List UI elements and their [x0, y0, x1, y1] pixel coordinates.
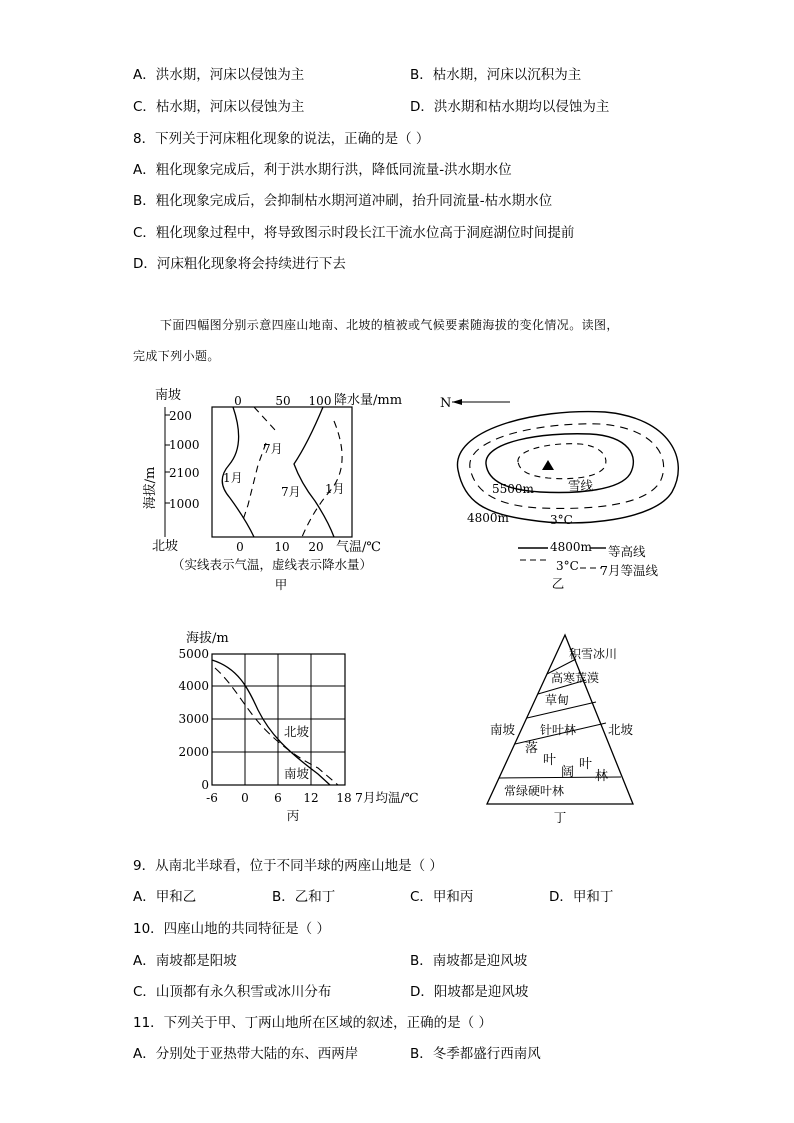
q8-option-b: B．粗化现象完成后，会抑制枯水期河道冲刷，抬升同流量-枯水期水位: [133, 193, 553, 209]
jia-note: （实线表示气温，虚线表示降水量）: [172, 557, 373, 572]
bing-x-tick: -6: [206, 791, 218, 805]
ding-zone-snow: 积雪冰川: [569, 647, 618, 661]
jia-bottom-axis-label: 气温/℃: [336, 540, 381, 555]
jia-elev-tick: 1000: [169, 438, 200, 452]
jia-curve-label: 7月: [263, 442, 283, 456]
q8-stem: 8．下列关于河床粗化现象的说法，正确的是（ ）: [133, 131, 430, 147]
intro-line2: 完成下列小题。: [133, 349, 220, 363]
figure-ding: [485, 632, 645, 827]
yi-snow-label: 雪线: [568, 478, 594, 493]
figure-bing: [178, 628, 438, 828]
ding-broadleaf-char: 落: [525, 741, 539, 756]
bing-south-label: 南坡: [284, 766, 310, 781]
jia-curve-label: 1月: [325, 482, 345, 496]
yi-legend-isotherm: 7月等温线: [600, 563, 658, 578]
jia-bottom-tick: 0: [236, 540, 244, 554]
q9-option-b: B．乙和丁: [272, 889, 336, 905]
ding-zone-meadow: 草甸: [545, 693, 570, 707]
ding-north-label: 北坡: [608, 722, 634, 737]
ding-south-label: 南坡: [490, 722, 516, 737]
q9-option-a: A．甲和乙: [133, 889, 197, 905]
yi-snow-elev: 5500m: [492, 482, 534, 496]
yi-isotherm-temp: 3°C: [550, 513, 573, 527]
bing-north-label: 北坡: [284, 724, 310, 739]
ding-caption: 丁: [553, 810, 567, 825]
yi-legend-isotherm-value: 3°C: [556, 559, 579, 573]
q9-option-c: C．甲和丙: [410, 889, 474, 905]
yi-contour-elev: 4800m: [467, 511, 509, 525]
intro-line1: 下面四幅图分别示意四座山地南、北坡的植被或气候要素随海拔的变化情况。读图，: [160, 318, 619, 332]
q9-stem: 9．从南北半球看，位于不同半球的两座山地是（ ）: [133, 858, 443, 874]
ding-broadleaf-char: 林: [595, 769, 609, 784]
yi-outer-contour: [457, 412, 678, 523]
bing-y-tick: 3000: [178, 712, 209, 726]
bing-y-tick: 0: [201, 778, 209, 792]
q11-option-a: A．分别处于亚热带大陆的东、西两岸: [133, 1046, 359, 1062]
figure-jia: [130, 385, 420, 600]
jia-top-axis-label: 降水量/mm: [334, 393, 403, 408]
bing-y-tick: 4000: [178, 679, 209, 693]
option-b: B．枯水期，河床以沉积为主: [410, 67, 582, 83]
ding-zone-desert: 高寒荒漠: [551, 671, 600, 685]
jia-top-tick: 50: [275, 394, 291, 408]
jia-south-label: 南坡: [155, 388, 182, 403]
jia-top-tick: 0: [234, 394, 242, 408]
bing-caption: 丙: [286, 808, 300, 823]
ding-zone-conifer: 针叶林: [540, 723, 577, 737]
q10-option-a: A．南坡都是阳坡: [133, 953, 237, 969]
option-d: D．洪水期和枯水期均以侵蚀为主: [410, 99, 610, 115]
bing-x-axis-label: 7月均温/℃: [355, 790, 419, 805]
q8-option-a: A．粗化现象完成后，利于洪水期行洪，降低同流量-洪水期水位: [133, 162, 512, 178]
bing-y-tick: 2000: [178, 745, 209, 759]
ding-broadleaf-char: 阔: [561, 765, 575, 780]
jia-elev-tick: 2100: [169, 466, 200, 480]
jia-jul-precip-curve: [242, 407, 276, 523]
q9-option-d: D．甲和丁: [549, 889, 614, 905]
q8-option-c: C．粗化现象过程中，将导致图示时段长江干流水位高于洞庭湖位时间提前: [133, 225, 575, 241]
q10-stem: 10．四座山地的共同特征是（ ）: [133, 921, 330, 937]
q11-option-b: B．冬季都盛行西南风: [410, 1046, 541, 1062]
q10-option-d: D．阳坡都是迎风坡: [410, 984, 529, 1000]
bing-y-tick: 5000: [178, 647, 209, 661]
yi-legend-contour: 等高线: [608, 544, 646, 559]
jia-elev-tick: 1000: [169, 497, 200, 511]
option-c: C．枯水期，河床以侵蚀为主: [133, 99, 305, 115]
q11-stem: 11．下列关于甲、丁两山地所在区域的叙述，正确的是（ ）: [133, 1015, 492, 1031]
ding-zone-evergreen: 常绿硬叶林: [504, 784, 565, 798]
jia-top-tick: 100: [308, 394, 332, 408]
jia-y-axis-label: 海拔/m: [143, 466, 158, 510]
bing-x-tick: 18: [336, 791, 352, 805]
jia-north-label: 北坡: [152, 539, 179, 554]
ding-broadleaf-char: 叶: [579, 757, 593, 772]
q10-option-c: C．山顶都有永久积雪或冰川分布: [133, 984, 332, 1000]
yi-caption: 乙: [551, 576, 565, 591]
figure-yi: [440, 390, 700, 595]
yi-peak-icon: [542, 460, 554, 470]
jia-elev-tick: 200: [169, 409, 192, 423]
ding-broadleaf-char: 叶: [543, 753, 557, 768]
jia-bottom-tick: 10: [274, 540, 290, 554]
q10-option-b: B．南坡都是迎风坡: [410, 953, 528, 969]
bing-x-tick: 12: [303, 791, 319, 805]
bing-y-axis-label: 海拔/m: [186, 631, 229, 646]
jia-caption: 甲: [274, 577, 288, 592]
yi-legend-contour-value: 4800m: [550, 540, 592, 554]
yi-inner-isotherm: [518, 444, 606, 479]
jia-jul-temp-curve: [294, 407, 334, 537]
jia-curve-label: 7月: [281, 485, 301, 499]
q8-option-d: D．河床粗化现象将会持续进行下去: [133, 256, 346, 272]
option-a: A．洪水期，河床以侵蚀为主: [133, 67, 305, 83]
bing-north-curve: [212, 660, 330, 785]
jia-curve-label: 1月: [223, 471, 243, 485]
bing-x-tick: 6: [274, 791, 282, 805]
bing-x-tick: 0: [241, 791, 249, 805]
jia-bottom-tick: 20: [308, 540, 324, 554]
yi-north-label: N: [440, 396, 452, 411]
